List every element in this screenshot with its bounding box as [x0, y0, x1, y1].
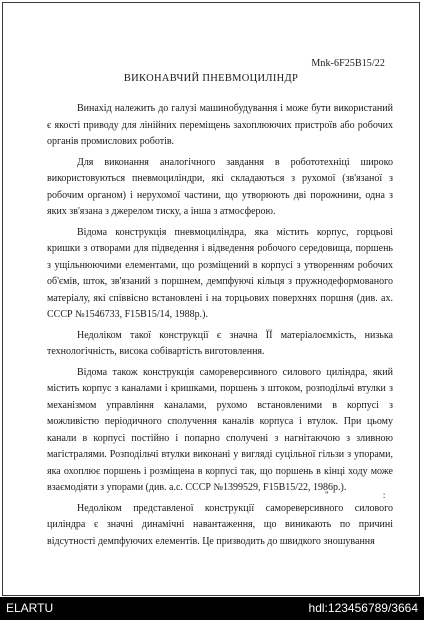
document-page	[2, 2, 420, 596]
document-body	[47, 101, 393, 554]
stray-marks: " :	[325, 490, 412, 500]
document-id: Mnk-6F25B15/22	[311, 58, 385, 69]
paragraph-6: Недоліком представленої конструкції самореверсивного силового циліндра є значні динамічні навантаження, що виникають по причині відсутності демпфуючих елементів. Це призводить до швидкого зношування	[47, 502, 393, 547]
paragraph-2: Для виконання аналогічного завдання в робототехніці широко використовуються пневмоциліндри, які складаються з рухомої (зв'язаної з робочим органом) і нерухомої частини, що утворюють дві порожнини, одна з яких зв'язана з джерелом тиску, а інша з атмосферою.	[47, 156, 393, 217]
paragraph-1: Винахід належить до галузі машинобудування і може бути використаний є якості приводу для лінійних переміщень захоплюючих пристроїв або робочих органів промислових роботів.	[47, 103, 393, 147]
document-title: ВИКОНАВЧИЙ ПНЕВМОЦИЛІНДР	[123, 73, 299, 84]
handle-identifier: hdl:123456789/3664	[308, 601, 418, 615]
repository-label: ELARTU	[6, 601, 54, 615]
paragraph-5: Відома також конструкція самореверсивного силового циліндра, який містить корпус з каналами і кришками, поршень з штоком, розподільчі втулки з механізмом управління каналами, рухомо встановленими в корпусі з можливістю періодичного сполучення каналів корпуса і втулок. При цьому канали в корпусі постійно і попарно сполучені з нагнітаючою з зливною магістралями. Розподільчі втулки виконані у вигляді суцільної гільзи з упорами, яка охоплює поршень і розміщена в корпусі так, що поршень в кінці ходу може взаємодіяти з упорами (див. а.с. СССР №1399529, F15B15/22, 1986р.).	[47, 366, 393, 493]
paragraph-3: Відома конструкція пневмоциліндра, яка містить корпус, горцьові кришки з отворами для підведення і відведення робочого середовища, поршень з ущільнюючими елементами, що розміщений в корпусі з утворенням робочих об'ємів, шток, зв'язаний з поршнем, демпфуючі кільця з пружнодеформованого матеріалу, які співвісно встановлені і на торцьових поверхнях поршня (див. ах. СССР №1546733, F15B15/14, 1988р.).	[47, 226, 393, 320]
viewer-footer-bar	[0, 597, 424, 620]
paragraph-4: Недоліком такої конструкції є значна ЇЇ матеріалоємкість, низька технологічність, висока собівартість виготовлення.	[47, 329, 393, 357]
